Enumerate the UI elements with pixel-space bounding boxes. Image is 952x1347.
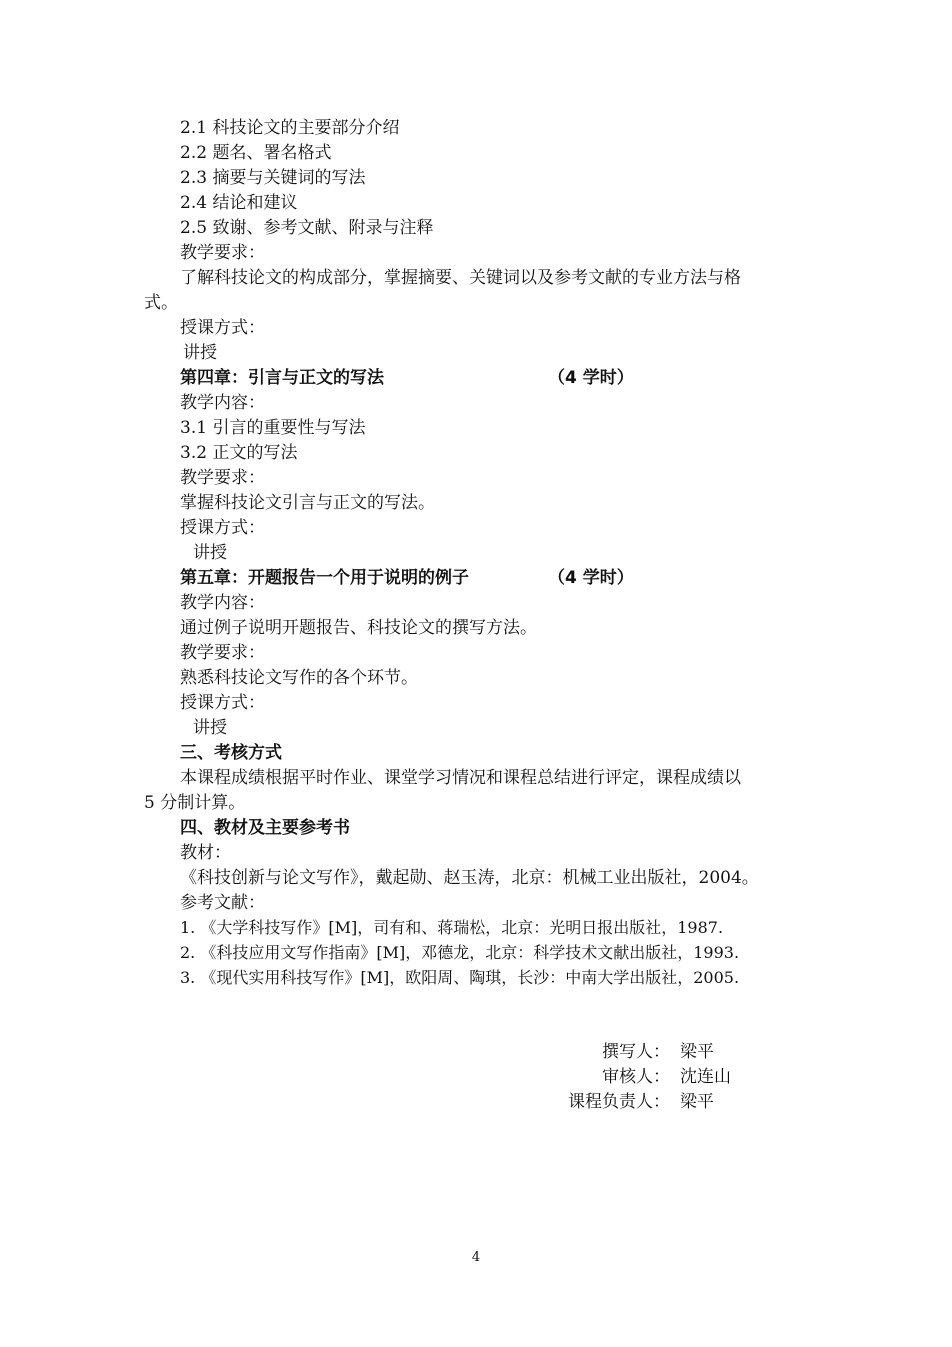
chapter4-content-label: 教学内容：: [180, 393, 265, 413]
section2-item: 2.3 摘要与关键词的写法: [180, 168, 366, 188]
chapter5-req-label: 教学要求：: [180, 643, 265, 663]
assessment-text-cont: 5 分制计算。: [144, 793, 246, 813]
reference-item: 2. 《科技应用文写作指南》[M]，邓德龙，北京：科学技术文献出版社，1993.: [180, 943, 740, 962]
section2-req-label: 教学要求：: [180, 243, 265, 263]
textbook-label: 教材：: [180, 843, 231, 863]
section2-item: 2.2 题名、署名格式: [180, 143, 332, 163]
chapter4-title: 第四章：引言与正文的写法: [180, 368, 384, 388]
references-label: 参考文献：: [180, 893, 265, 913]
chapter4-hours: （4 学时）: [548, 368, 634, 388]
section2-req-text-cont: 式。: [144, 293, 178, 313]
chapter4-req-label: 教学要求：: [180, 468, 265, 488]
section2-method-label: 授课方式：: [180, 318, 265, 338]
assessment-heading: 三、考核方式: [180, 743, 282, 763]
section2-method-value: 讲授: [183, 343, 217, 363]
chapter5-content-label: 教学内容：: [180, 593, 265, 613]
writer-name: 梁平: [680, 1042, 714, 1062]
textbooks-heading: 四、教材及主要参考书: [180, 818, 350, 838]
chapter4-method-value: 讲授: [193, 543, 227, 563]
chapter4-item: 3.2 正文的写法: [180, 443, 298, 463]
chapter4-method-label: 授课方式：: [180, 518, 265, 538]
writer-label: 撰写人：: [602, 1042, 670, 1062]
assessment-text: 本课程成绩根据平时作业、课堂学习情况和课程总结进行评定，课程成绩以: [180, 768, 741, 788]
chapter4-item: 3.1 引言的重要性与写法: [180, 418, 366, 438]
chapter5-title: 第五章：开题报告一个用于说明的例子: [180, 568, 469, 588]
chapter5-req-text: 熟悉科技论文写作的各个环节。: [180, 668, 418, 688]
chapter5-method-label: 授课方式：: [180, 693, 265, 713]
chapter4-req-text: 掌握科技论文引言与正文的写法。: [180, 493, 435, 513]
reference-item: 1. 《大学科技写作》[M]，司有和、蒋瑞松，北京：光明日报出版社，1987.: [180, 918, 724, 937]
section2-item: 2.4 结论和建议: [180, 193, 298, 213]
section2-item: 2.1 科技论文的主要部分介绍: [180, 118, 400, 138]
course-owner-name: 梁平: [680, 1092, 714, 1112]
chapter5-content-text: 通过例子说明开题报告、科技论文的撰写方法。: [180, 618, 537, 638]
reviewer-label: 审核人：: [602, 1067, 670, 1087]
page-number: 4: [471, 1250, 481, 1265]
chapter5-hours: （4 学时）: [548, 568, 634, 588]
reference-item: 3. 《现代实用科技写作》[M]，欧阳周、陶琪，长沙：中南大学出版社，2005.: [180, 968, 740, 987]
section2-req-text: 了解科技论文的构成部分，掌握摘要、关键词以及参考文献的专业方法与格: [180, 268, 741, 288]
textbook-entry: 《科技创新与论文写作》，戴起勋、赵玉涛，北京：机械工业出版社，2004。: [180, 868, 759, 888]
course-owner-label: 课程负责人：: [568, 1092, 670, 1112]
section2-item: 2.5 致谢、参考文献、附录与注释: [180, 218, 434, 238]
reviewer-name: 沈连山: [680, 1067, 731, 1087]
chapter5-method-value: 讲授: [193, 718, 227, 738]
